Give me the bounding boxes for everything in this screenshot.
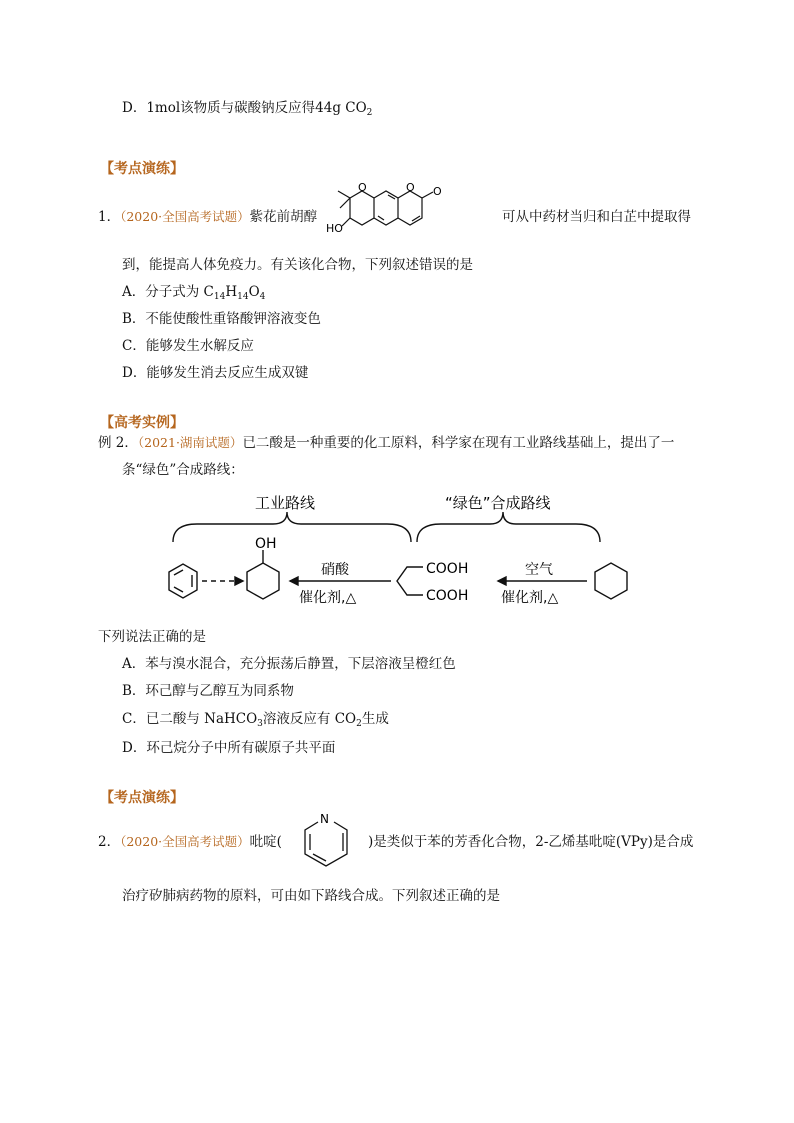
ex2-option-b[interactable]: B．环己醇与乙醇互为同系物	[122, 683, 294, 699]
industrial-route-label: 工业路线	[255, 494, 316, 512]
q2-stem-line1-start: 2．（2020·全国高考试题）吡啶(	[98, 834, 282, 850]
q2-stem-line2: 治疗矽肺病药物的原料，可由如下路线合成。下列叙述正确的是	[122, 888, 500, 904]
q1-option-d[interactable]: D．能够发生消去反应生成双键	[122, 365, 309, 381]
ex2-option-d[interactable]: D．环己烷分子中所有碳原子共平面	[122, 740, 336, 756]
ex2-option-a[interactable]: A．苯与溴水混合，充分振荡后静置，下层溶液呈橙红色	[122, 656, 456, 672]
q1-lactone-oxygen-label: O	[406, 181, 415, 194]
ex2-option-c[interactable]: C．已二酸与 NaHCO$_3$溶液反应有 $CO_2$生成	[122, 711, 389, 729]
prev-option-d: D．1mol该物质与碳酸钠反应得44g $CO_2$	[122, 100, 373, 118]
reagent-nitric-acid: 硝酸	[321, 562, 349, 578]
q1-ring-oxygen-label: O	[358, 181, 367, 194]
green-route-label: “绿色”合成路线	[445, 494, 551, 512]
reagent2-catalyst-heat: 催化剂,△	[501, 590, 559, 606]
carboxyl-label-top: COOH	[426, 561, 469, 577]
q1-hydroxyl-label: HO	[326, 222, 343, 235]
ex2-question: 下列说法正确的是	[98, 629, 206, 645]
section-title-real-exam: 【高考实例】	[100, 415, 184, 431]
hydroxyl-label: OH	[255, 536, 277, 552]
q1-option-a[interactable]: A．分子式为 $C_{14}H_{14}O_4$	[122, 284, 266, 302]
q1-stem-line1-end: 可从中药材当归和白芷中提取得	[502, 209, 691, 225]
reagent-air: 空气	[525, 562, 553, 578]
pyridine-structure	[296, 810, 366, 874]
ex2-stem-line1: 例 2．（2021·湖南试题）已二酸是一种重要的化工原料，科学家在现有工业路线基础上，提出了一	[98, 435, 675, 451]
carboxyl-label-bottom: COOH	[426, 588, 469, 604]
q1-option-b[interactable]: B．不能使酸性重铬酸钾溶液变色	[122, 311, 321, 327]
ex2-synthesis-route-diagram	[145, 488, 645, 616]
ex2-stem-line2: 条“绿色”合成路线：	[122, 462, 244, 478]
pyridine-nitrogen-label: N	[320, 812, 329, 826]
section-title-practice-1: 【考点演练】	[100, 161, 184, 177]
reagent1-catalyst-heat: 催化剂,△	[299, 590, 357, 606]
q1-structure-diagram	[318, 180, 508, 248]
q1-stem-line2: 到，能提高人体免疫力。有关该化合物，下列叙述错误的是	[122, 257, 473, 273]
q1-option-c[interactable]: C．能够发生水解反应	[122, 338, 254, 354]
q1-carbonyl-oxygen-label: O	[433, 185, 442, 198]
section-title-practice-2: 【考点演练】	[100, 790, 184, 806]
q1-stem-line1: 1．（2020·全国高考试题）紫花前胡醇	[98, 209, 318, 225]
q2-stem-line1-end: )是类似于苯的芳香化合物，2-乙烯基吡啶(VPy)是合成	[368, 834, 694, 850]
